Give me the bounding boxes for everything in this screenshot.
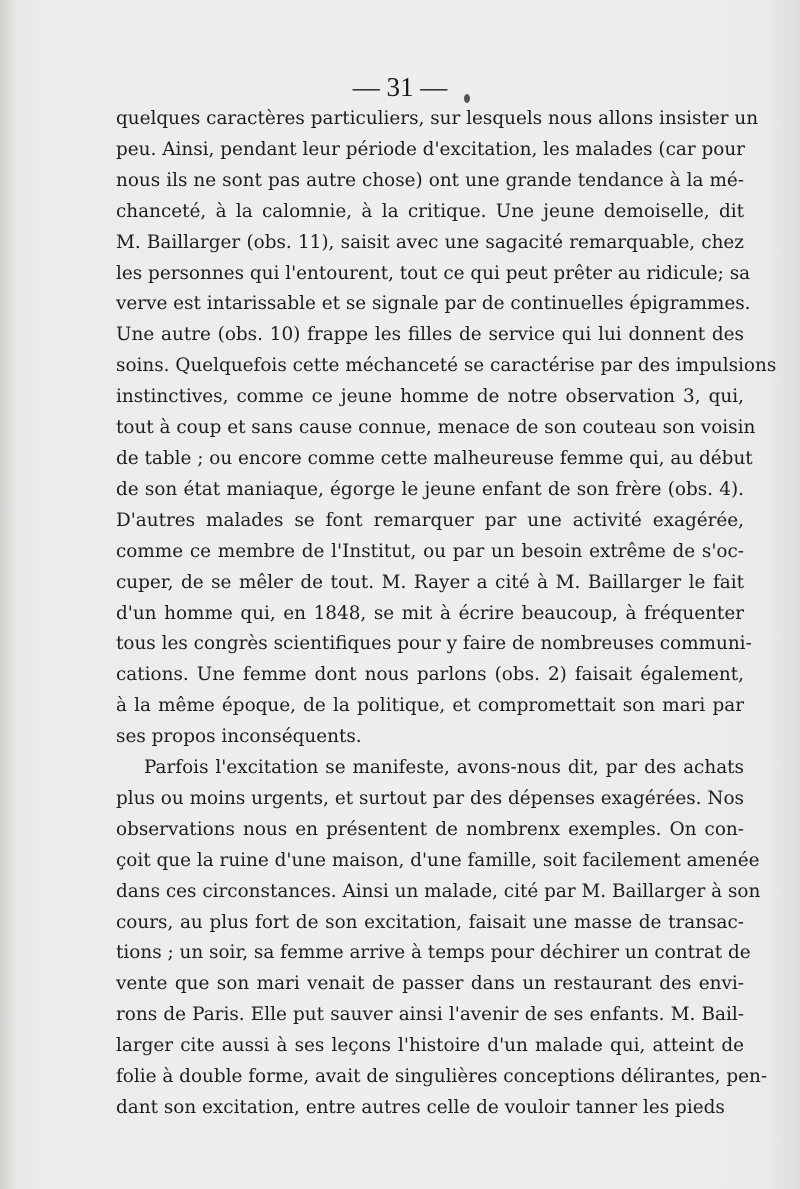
page-number: — 31 — bbox=[352, 72, 448, 102]
text-line: tout à coup et sans cause connue, menace de son couteau son voisin bbox=[116, 417, 756, 439]
text-line: M. Baillarger (obs. 11), saisit avec une sagacité remarquable, chez bbox=[116, 231, 744, 253]
text-line: soins. Quelquefois cette méchanceté se caractérise par des impulsions bbox=[116, 355, 777, 377]
paragraph bbox=[116, 753, 768, 1124]
text-line: tions ; un soir, sa femme arrive à temps pour déchirer un contrat de bbox=[116, 942, 751, 964]
text-line: chanceté, à la calomnie, à la critique. Une jeune demoiselle, dit bbox=[116, 200, 744, 222]
text-line: peu. Ainsi, pendant leur période d'excitation, les malades (car pour bbox=[116, 138, 745, 160]
text-line: de son état maniaque, égorge le jeune enfant de son frère (obs. 4). bbox=[116, 478, 744, 500]
text-line: D'autres malades se font remarquer par une activité exagérée, bbox=[116, 509, 744, 531]
text-line: dant son excitation, entre autres celle de vouloir tanner les pieds bbox=[116, 1097, 725, 1118]
text-line: folie à double forme, avait de singulières conceptions délirantes, pen- bbox=[116, 1066, 768, 1088]
paragraph bbox=[116, 104, 777, 753]
page-body-text bbox=[116, 104, 777, 1124]
text-line: larger cite aussi à ses leçons l'histoire d'un malade qui, atteint de bbox=[116, 1035, 744, 1057]
text-line: plus ou moins urgents, et surtout par des dépenses exagérées. Nos bbox=[116, 787, 744, 809]
text-line: de table ; ou encore comme cette malheureuse femme qui, au début bbox=[116, 447, 753, 469]
text-line: rons de Paris. Elle put sauver ainsi l'avenir de ses enfants. M. Bail- bbox=[116, 1004, 744, 1026]
text-line: çoit que la ruine d'une maison, d'une famille, soit facilement amenée bbox=[116, 849, 760, 871]
text-line: tous les congrès scientifiques pour y faire de nombreuses communi- bbox=[116, 633, 752, 655]
text-line: observations nous en présentent de nombrenx exemples. On con- bbox=[116, 818, 744, 840]
text-line: dans ces circonstances. Ainsi un malade, cité par M. Baillarger à son bbox=[116, 880, 761, 902]
text-line: ses propos inconséquents. bbox=[116, 726, 362, 748]
text-line: les personnes qui l'entourent, tout ce qui peut prêter au ridicule; sa bbox=[116, 262, 751, 284]
text-line: cuper, de se mêler de tout. M. Rayer a cité à M. Baillarger le fait bbox=[116, 571, 744, 593]
text-line: instinctives, comme ce jeune homme de notre observation 3, qui, bbox=[116, 386, 744, 408]
text-line: quelques caractères particuliers, sur lesquels nous allons insister un bbox=[116, 108, 759, 129]
text-line: comme ce membre de l'Institut, ou par un besoin extrême de s'oc- bbox=[116, 540, 744, 562]
text-line: cations. Une femme dont nous parlons (obs. 2) faisait également, bbox=[116, 664, 744, 686]
text-line: Une autre (obs. 10) frappe les filles de service qui lui donnent des bbox=[116, 324, 744, 346]
text-line: cours, au plus fort de son excitation, faisait une masse de transac- bbox=[116, 911, 744, 933]
text-line: Parfois l'excitation se manifeste, avons-nous dit, par des achats bbox=[144, 757, 744, 779]
text-line: verve est intarissable et se signale par de continuelles épigrammes. bbox=[116, 293, 751, 315]
text-line: nous ils ne sont pas autre chose) ont une grande tendance à la mé- bbox=[116, 169, 744, 191]
text-line: d'un homme qui, en 1848, se mit à écrire beaucoup, à fréquenter bbox=[116, 602, 744, 624]
text-line: à la même époque, de la politique, et compromettait son mari par bbox=[116, 695, 744, 717]
text-line: vente que son mari venait de passer dans un restaurant des envi- bbox=[116, 973, 744, 995]
